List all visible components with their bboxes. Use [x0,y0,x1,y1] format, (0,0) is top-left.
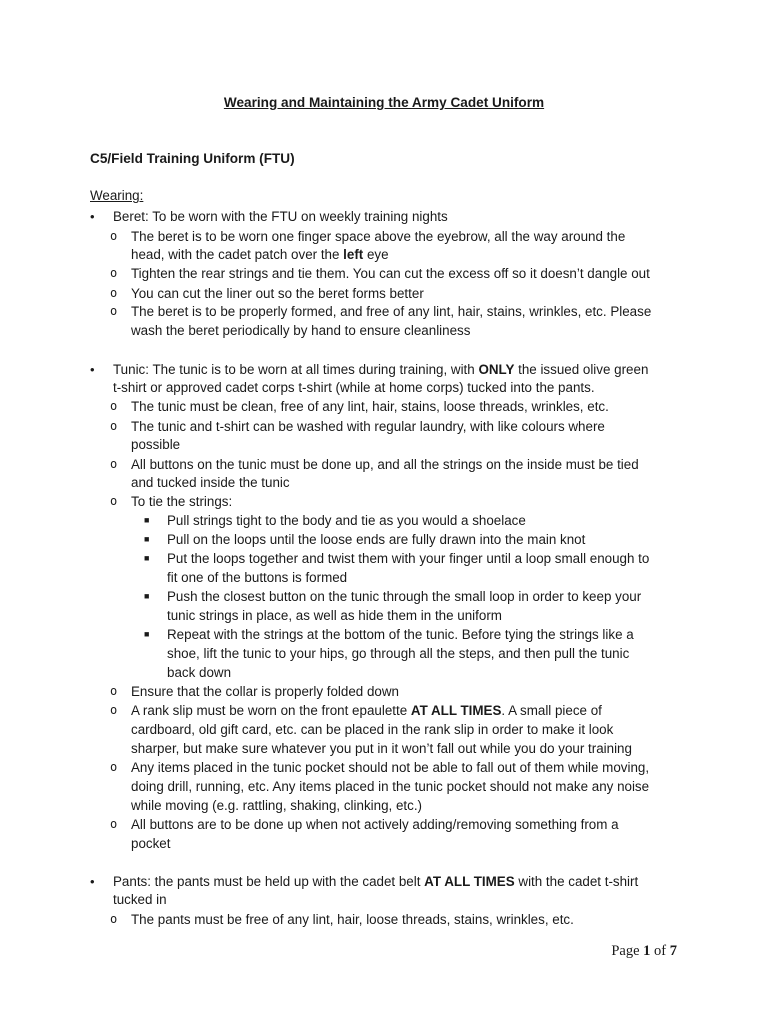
sub-bullet-icon: o [110,703,118,717]
sub-bullet-icon: o [110,266,118,280]
tie-step-5-line-3: back down [167,665,232,680]
tie-step-4-line-2: tunic strings in place, as well as hide them in the uniform [167,608,502,623]
tie-step-4-line-1: Push the closest button on the tunic through the small loop in order to keep your [167,589,642,604]
sub-bullet-icon: o [110,399,118,413]
pants-main-line-2: tucked in [113,892,167,907]
sub-bullet-icon: o [110,494,118,508]
square-bullet-icon: ■ [144,553,150,563]
tunic-item-1: The tunic must be clean, free of any lint, hair, stains, loose threads, wrinkles, etc. [131,399,609,414]
tie-step-5-line-2: shoe, lift the tunic to your hips, go through all the steps, and then pull the tunic [167,646,630,661]
tie-step-5-line-1: Repeat with the strings at the bottom of the tunic. Before tying the strings like a [167,627,634,642]
tunic-item-3-line-2: and tucked inside the tunic [131,475,290,490]
sub-bullet-icon: o [110,304,118,318]
beret-item-4-line-2: wash the beret periodically by hand to ensure cleanliness [131,323,471,338]
pants-main-line-1: Pants: the pants must be held up with the cadet belt AT ALL TIMES with the cadet t-shirt [113,874,639,889]
tunic-item-5: Ensure that the collar is properly folded down [131,684,399,699]
tunic-item-8-line-1: All buttons are to be done up when not actively adding/removing something from a [131,817,619,832]
tunic-item-3-line-1: All buttons on the tunic must be done up, and all the strings on the inside must be tied [131,457,639,472]
tunic-item-2-line-1: The tunic and t-shirt can be washed with regular laundry, with like colours where [131,419,605,434]
tunic-main-line-1: Tunic: The tunic is to be worn at all times during training, with ONLY the issued olive green [113,362,649,377]
wearing-label: Wearing: [90,188,144,203]
tunic-item-4: To tie the strings: [131,494,233,509]
tie-step-2: Pull on the loops until the loose ends are fully drawn into the main knot [167,532,586,547]
section-heading: C5/Field Training Uniform (FTU) [90,151,295,166]
tunic-item-6-line-3: sharper, but make sure whatever you put in it won’t fall out while you do your training [131,741,632,756]
tunic-item-7-line-2: doing drill, running, etc. Any items placed in the tunic pocket should not make any noise [131,779,650,794]
sub-bullet-icon: o [110,457,118,471]
document-title: Wearing and Maintaining the Army Cadet Uniform [223,95,545,110]
sub-bullet-icon: o [110,684,118,698]
sub-bullet-icon: o [110,817,118,831]
square-bullet-icon: ■ [144,534,150,544]
beret-main: Beret: To be worn with the FTU on weekly training nights [113,209,448,224]
pants-item-1: The pants must be free of any lint, hair, loose threads, stains, wrinkles, etc. [131,912,574,927]
bullet-icon: • [90,209,95,224]
tunic-item-6-line-1: A rank slip must be worn on the front epaulette AT ALL TIMES. A small piece of [131,703,602,718]
beret-item-1-line-2: head, with the cadet patch over the left eye [131,247,389,262]
sub-bullet-icon: o [110,229,118,243]
tunic-item-7-line-3: while moving (e.g. rattling, shaking, clinking, etc.) [131,798,423,813]
sub-bullet-icon: o [110,760,118,774]
page-number: Page 1 of 7 [611,943,677,959]
tie-step-3-line-1: Put the loops together and twist them with your finger until a loop small enough to [167,551,650,566]
bullet-icon: • [90,362,95,377]
bullet-icon: • [90,874,95,889]
square-bullet-icon: ■ [144,629,150,639]
beret-item-2: Tighten the rear strings and tie them. You can cut the excess off so it doesn’t dangle out [131,266,650,281]
beret-item-1-line-1: The beret is to be worn one finger space above the eyebrow, all the way around the [131,229,626,244]
square-bullet-icon: ■ [144,515,150,525]
square-bullet-icon: ■ [144,591,150,601]
tunic-main-line-2: t-shirt or approved cadet corps t-shirt (while at home corps) tucked into the pants. [113,380,595,395]
beret-item-4-line-1: The beret is to be properly formed, and free of any lint, hair, stains, wrinkles, etc. Please [131,304,652,319]
tunic-item-8-line-2: pocket [131,836,171,851]
tunic-item-6-line-2: cardboard, old gift card, etc. can be placed in the rank slip in order to make it look [131,722,614,737]
beret-item-3: You can cut the liner out so the beret forms better [131,286,424,301]
tie-step-1: Pull strings tight to the body and tie as you would a shoelace [167,513,526,528]
tie-step-3-line-2: fit one of the buttons is formed [167,570,348,585]
tunic-item-2-line-2: possible [131,437,181,452]
tunic-item-7-line-1: Any items placed in the tunic pocket should not be able to fall out of them while moving, [131,760,650,775]
sub-bullet-icon: o [110,912,118,926]
sub-bullet-icon: o [110,286,118,300]
sub-bullet-icon: o [110,419,118,433]
